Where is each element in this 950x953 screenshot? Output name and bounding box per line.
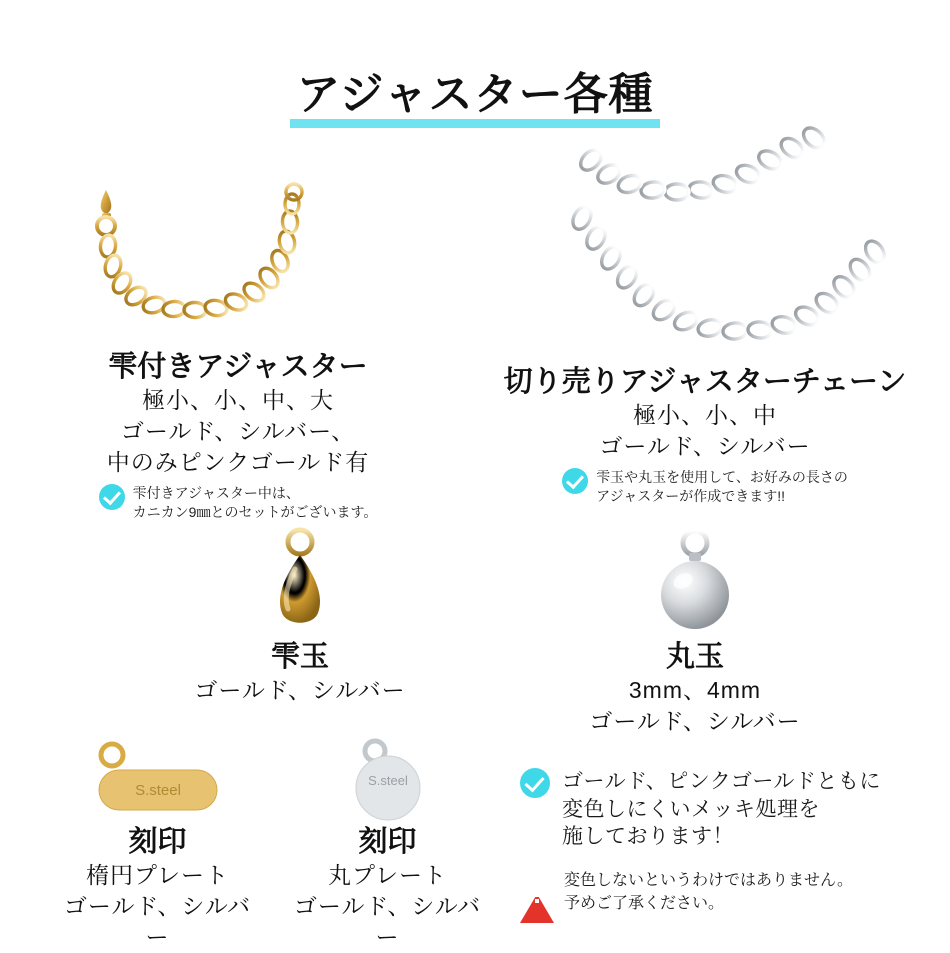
silver-round-plate-illustration — [313, 735, 463, 825]
check-icon — [520, 768, 550, 798]
drop-adjuster-note-text — [133, 484, 378, 522]
cut-chain-heading: 切り売りアジャスターチェーン — [503, 366, 907, 398]
cut-chain-line-2: ゴールド、シルバー — [599, 432, 811, 459]
final-note-main — [520, 768, 940, 851]
gold-oval-plate-illustration — [83, 735, 233, 825]
silver-chain-illustration — [490, 120, 920, 365]
drop-bead-image — [150, 525, 450, 640]
round-bead-line-2: ゴールド、シルバー — [589, 707, 801, 734]
final-warning — [520, 869, 940, 915]
final-note-line-2: 変色しにくいメッキ処理を — [562, 797, 820, 821]
final-warning-text — [564, 869, 853, 915]
final-warning-line-1: 変色しないというわけではありません。 — [564, 872, 853, 890]
round-plate-line-2: ゴールド、シルバー — [293, 892, 482, 950]
final-note-text — [562, 768, 881, 851]
round-plate-image — [285, 735, 490, 825]
round-plate-heading: 刻印 — [358, 826, 417, 858]
gold-adjuster-chain-illustration — [68, 180, 408, 350]
oval-plate-image — [55, 735, 260, 825]
round-bead-image — [545, 525, 845, 640]
check-icon — [562, 468, 588, 494]
section-drop-bead — [150, 525, 450, 706]
cut-chain-note-text — [596, 468, 848, 506]
drop-adjuster-line-1: 極小、小、中、大 — [142, 386, 334, 413]
drop-adjuster-image — [18, 180, 458, 350]
cut-chain-image — [470, 120, 940, 365]
round-plate-line-1: 丸プレート — [327, 861, 448, 888]
cut-chain-note-line-1: 雫玉や丸玉を使用して、お好みの長さの — [596, 468, 848, 485]
section-final-note — [520, 768, 940, 916]
oval-plate-stamp-text: S.steel — [134, 782, 181, 799]
round-bead-line-1: 3mm、4mm — [628, 676, 762, 703]
section-drop-adjuster — [18, 180, 458, 522]
silver-round-bead-illustration — [635, 525, 755, 640]
page-title — [290, 58, 659, 128]
final-note-line-3: 施しております！ — [562, 825, 734, 849]
cut-chain-line-1: 極小、小、中 — [633, 401, 777, 428]
oval-plate-heading: 刻印 — [128, 826, 187, 858]
cut-chain-note-line-2: アジャスターが作成できます!! — [596, 487, 786, 504]
round-bead-heading: 丸玉 — [665, 641, 724, 673]
oval-plate-line-2: ゴールド、シルバー — [63, 892, 252, 950]
final-note-line-1: ゴールド、ピンクゴールドともに — [562, 770, 881, 793]
drop-bead-line-1: ゴールド、シルバー — [194, 676, 406, 703]
drop-adjuster-line-3: 中のみピンクゴールド有 — [106, 448, 370, 475]
final-warning-line-2: 予めご了承ください。 — [564, 895, 725, 913]
gold-drop-bead-illustration — [240, 525, 360, 640]
warning-icon — [520, 877, 554, 907]
round-plate-stamp-text: S.steel — [367, 773, 408, 788]
section-cut-chain — [470, 120, 940, 506]
drop-bead-heading: 雫玉 — [270, 641, 329, 673]
drop-adjuster-note-line-2: カニカン9㎜とのセットがございます。 — [132, 503, 378, 520]
page-title-wrap — [0, 58, 950, 128]
drop-adjuster-note — [18, 484, 458, 522]
oval-plate-line-1: 楕円プレート — [85, 861, 230, 888]
drop-adjuster-line-2: ゴールド、シルバー、 — [120, 417, 356, 444]
page-title-text: アジャスター各種 — [296, 70, 654, 119]
section-oval-plate — [55, 735, 260, 953]
drop-adjuster-heading: 雫付きアジャスター — [108, 351, 368, 383]
section-round-bead — [545, 525, 845, 737]
check-icon — [99, 484, 125, 510]
drop-adjuster-note-line-1: 雫付きアジャスター中は、 — [132, 484, 300, 501]
section-round-plate — [285, 735, 490, 953]
cut-chain-note — [470, 468, 940, 506]
